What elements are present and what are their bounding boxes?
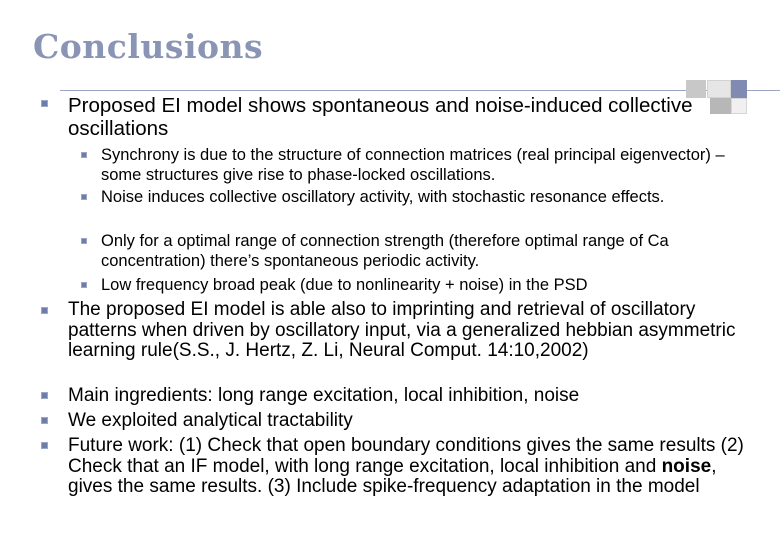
slide-title: Conclusions [33,27,264,66]
decor-square-5 [731,98,747,114]
title-underline [60,90,780,91]
sub-bullet-icon [81,238,87,244]
bullet-icon [41,100,48,107]
future-work-text-start: Future work: (1) Check that open boundary conditions gives the same results (2) Check that an IF model, with long range excitation, local inhibition and [68,435,744,477]
sub-bullet-text: Synchrony is due to the structure of connection matrices (real principal eigenvector) – some structures give rise to phase-locked oscillations. [101,146,725,184]
bullet-icon [41,392,48,399]
bullet-icon [41,442,48,449]
future-work-bold-word: noise [661,455,712,477]
bullet-icon [41,307,48,314]
bullet-text-level1: The proposed EI model is able also to imprinting and retrieval of oscillatory patterns when driven by oscillatory input, via a generalized hebbian asymmetric learning rule(S.S., J. Hertz, Z. Li, Neural Comput. 14:10,2002) [68,299,736,361]
bullet-icon [41,417,48,424]
sub-bullet-icon [81,282,87,288]
decor-square-3 [731,80,747,98]
bullet-text-level1 [68,436,758,498]
future-work-text-end: , gives the same results. (3) Include spike-frequency adaptation in the model [68,455,717,497]
bullet-text-level1: Proposed EI model shows spontaneous and noise-induced collective oscillations [68,94,693,140]
sub-bullet-text: Noise induces collective oscillatory activity, with stochastic resonance effects. [101,188,665,206]
sub-bullet-icon [81,152,87,158]
sub-bullet-text: Low frequency broad peak (due to nonlinearity + noise) in the PSD [101,276,588,294]
bullet-text-level1: We exploited analytical tractability [68,410,353,431]
sub-bullet-text: Only for a optimal range of connection strength (therefore optimal range of Ca concentration) there’s spontaneous periodic activity. [101,232,669,270]
sub-bullet-icon [81,194,87,200]
bullet-text-level1: Main ingredients: long range excitation, local inhibition, noise [68,385,580,406]
